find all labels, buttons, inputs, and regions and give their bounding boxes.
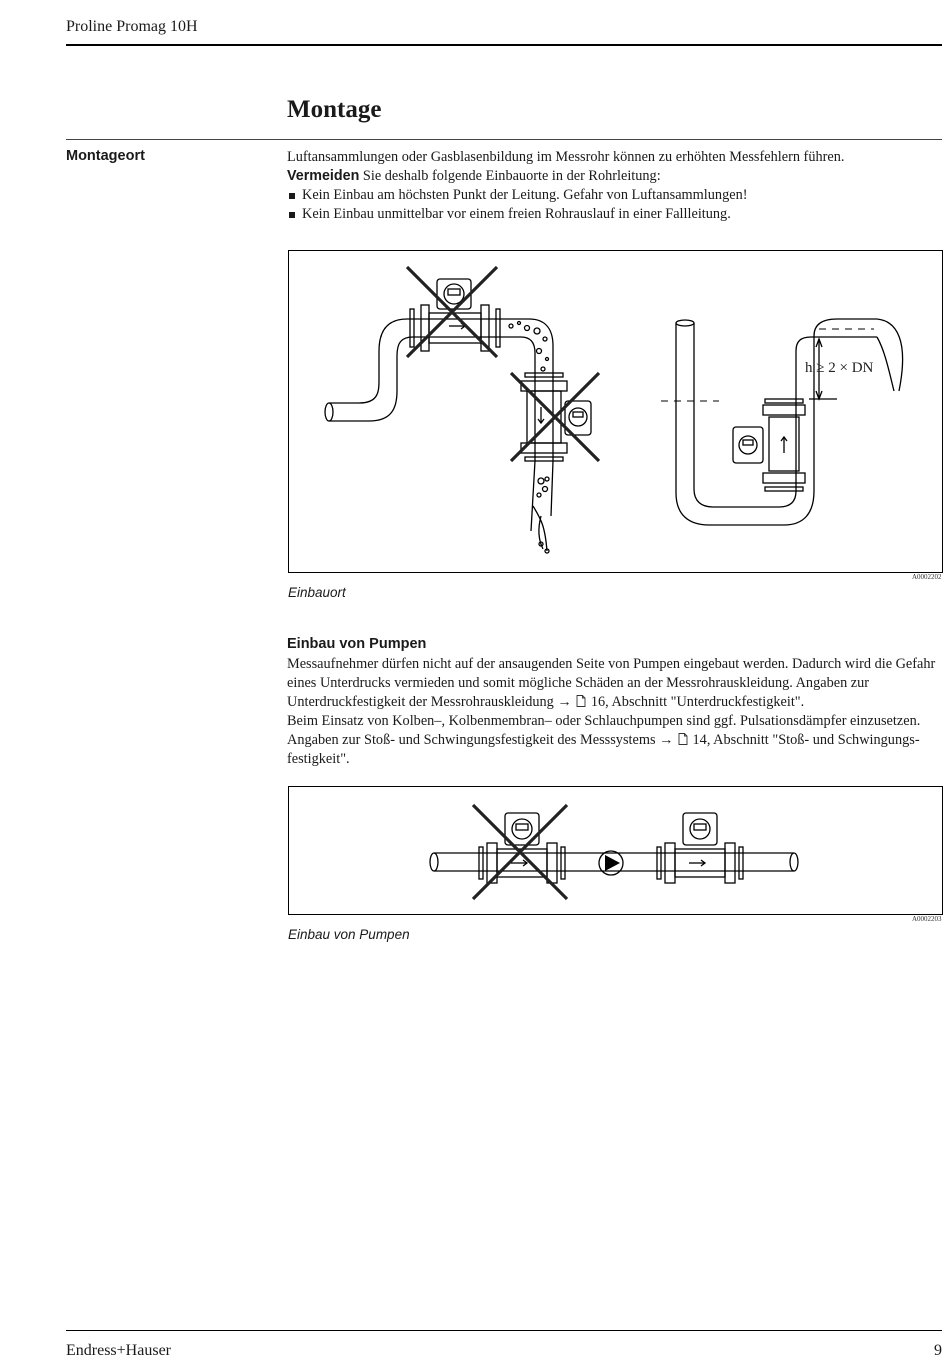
section-title: Montage <box>287 96 382 123</box>
footer-rule <box>66 1330 942 1331</box>
list-item <box>287 205 942 224</box>
pump-icon <box>605 855 620 871</box>
avoid-emphasis: Vermeiden <box>287 168 360 184</box>
pumps-diagram <box>289 787 942 914</box>
figure-id: A0002203 <box>912 915 942 923</box>
figure-id: A0002202 <box>912 573 942 581</box>
intro-line: Luftansammlungen oder Gasblasenbildung im Messrohr können zu erhöhten Messfehlern führen. <box>287 149 845 165</box>
figure-caption: Einbauort <box>288 585 346 600</box>
side-heading-montageort: Montageort <box>66 148 145 164</box>
footer-brand: Endress+Hauser <box>66 1342 171 1359</box>
page-reference-icon <box>678 733 688 745</box>
avoid-list <box>287 186 942 224</box>
list-item-text: Kein Einbau am höchsten Punkt der Leitung. Gefahr von Luftansammlungen! <box>302 187 748 203</box>
section-rule <box>66 139 942 140</box>
figure-einbauort <box>288 250 943 573</box>
pumps-paragraph <box>287 655 942 712</box>
avoid-rest: Sie deshalb folgende Einbauorte in der Rohrleitung: <box>359 168 661 184</box>
pumps-text-part: Beim Einsatz von Kolben–, Kolbenmembran– oder Schlauchpumpen sind ggf. Pulsationsdämpfer einzusetzen. Angaben zur Stoß- und Schwingungsfestigkeit des Messsystems → <box>287 713 921 748</box>
header-rule <box>66 44 942 46</box>
page-number: 9 <box>934 1342 942 1359</box>
intro-avoid-line <box>287 167 942 186</box>
pumps-paragraph <box>287 712 942 769</box>
list-item <box>287 186 942 205</box>
pumps-text-part: Messaufnehmer dürfen nicht auf der ansaugenden Seite von Pumpen eingebaut werden. Dadurch wird die Gefahr eines Unterdrucks vermieden und somit mögliche Schäden an der Messrohrauskleidung. Angaben zur Unterdruckfestigkeit der Messrohrauskleidung → <box>287 656 936 710</box>
pumps-text-part: 14, Abschnitt "Stoß- und Schwingungs-festigkeit". <box>287 732 920 767</box>
bullet-icon <box>289 212 295 218</box>
list-item-text: Kein Einbau unmittelbar vor einem freien Rohrauslauf in einer Fallleitung. <box>302 206 731 222</box>
figure-pumps <box>288 786 943 915</box>
einbauort-diagram <box>289 251 942 572</box>
running-header: Proline Promag 10H <box>66 18 198 35</box>
pumps-text <box>287 655 942 769</box>
height-label: h ≥ 2 × DN <box>805 360 874 376</box>
figure-caption: Einbau von Pumpen <box>288 927 410 942</box>
pumps-heading: Einbau von Pumpen <box>287 636 427 652</box>
bullet-icon <box>289 193 295 199</box>
page-reference-icon <box>576 695 586 707</box>
pumps-text-part: 16, Abschnitt "Unterdruckfestigkeit". <box>587 694 805 710</box>
montageort-text <box>287 148 942 224</box>
